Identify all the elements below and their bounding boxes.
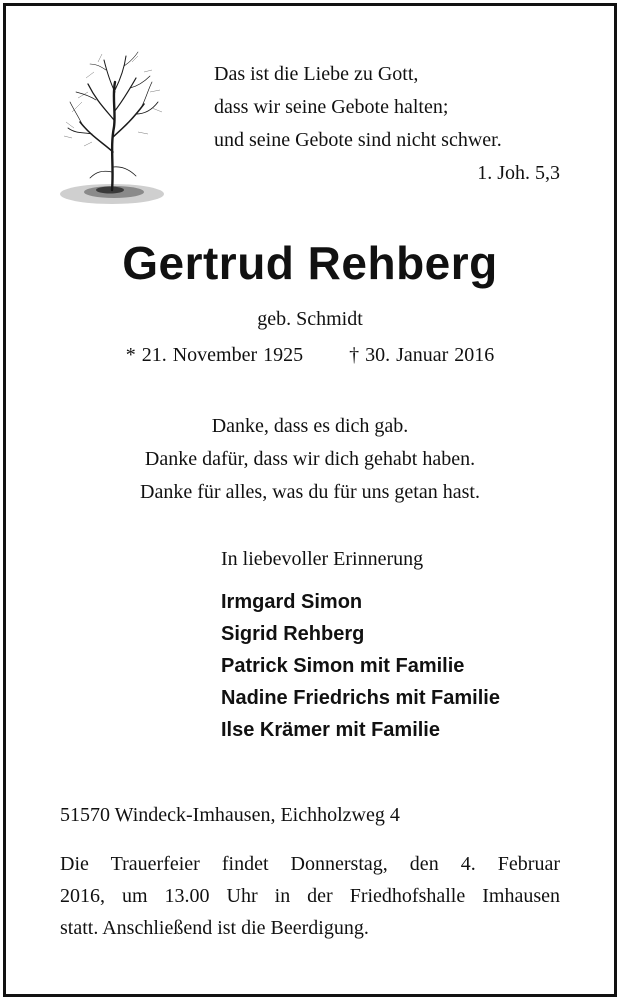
- birth-date: * 21. November 1925: [125, 344, 304, 366]
- thanks-line: Danke dafür, dass wir dich gehabt haben.: [144, 448, 476, 470]
- mourner-name: Patrick Simon mit Familie: [221, 655, 465, 677]
- funeral-line: 2016, um 13.00 Uhr in der Friedhofshalle Imhausen: [60, 885, 560, 907]
- tree-illustration: [52, 42, 172, 212]
- address: 51570 Windeck-Imhausen, Eichholzweg 4: [60, 804, 400, 826]
- verse-line: dass wir seine Gebote halten;: [214, 96, 449, 118]
- funeral-line: Die Trauerfeier findet Donnerstag, den 4. Februar: [60, 853, 560, 875]
- verse-reference: 1. Joh. 5,3: [477, 162, 560, 184]
- mourner-name: Sigrid Rehberg: [221, 623, 365, 645]
- mourner-name: Nadine Friedrichs mit Familie: [221, 687, 500, 709]
- verse-line: und seine Gebote sind nicht schwer.: [214, 129, 502, 151]
- birth-name: geb. Schmidt: [257, 308, 363, 330]
- thanks-line: Danke, dass es dich gab.: [211, 415, 409, 437]
- memory-heading: In liebevoller Erinnerung: [221, 548, 424, 570]
- verse-line: Das ist die Liebe zu Gott,: [214, 63, 419, 85]
- mourner-name: Ilse Krämer mit Familie: [221, 719, 440, 741]
- death-date: † 30. Januar 2016: [349, 344, 495, 366]
- deceased-name: Gertrud Rehberg: [122, 237, 498, 289]
- mourner-list: [221, 586, 500, 746]
- bible-verse: [214, 58, 560, 190]
- thanks-line: Danke für alles, was du für uns getan hast.: [140, 481, 480, 503]
- funeral-info: [60, 848, 560, 944]
- funeral-line: statt. Anschließend ist die Beerdigung.: [60, 917, 369, 939]
- mourner-name: Irmgard Simon: [221, 591, 363, 613]
- thanks-text: [0, 410, 620, 509]
- life-dates: [0, 344, 620, 367]
